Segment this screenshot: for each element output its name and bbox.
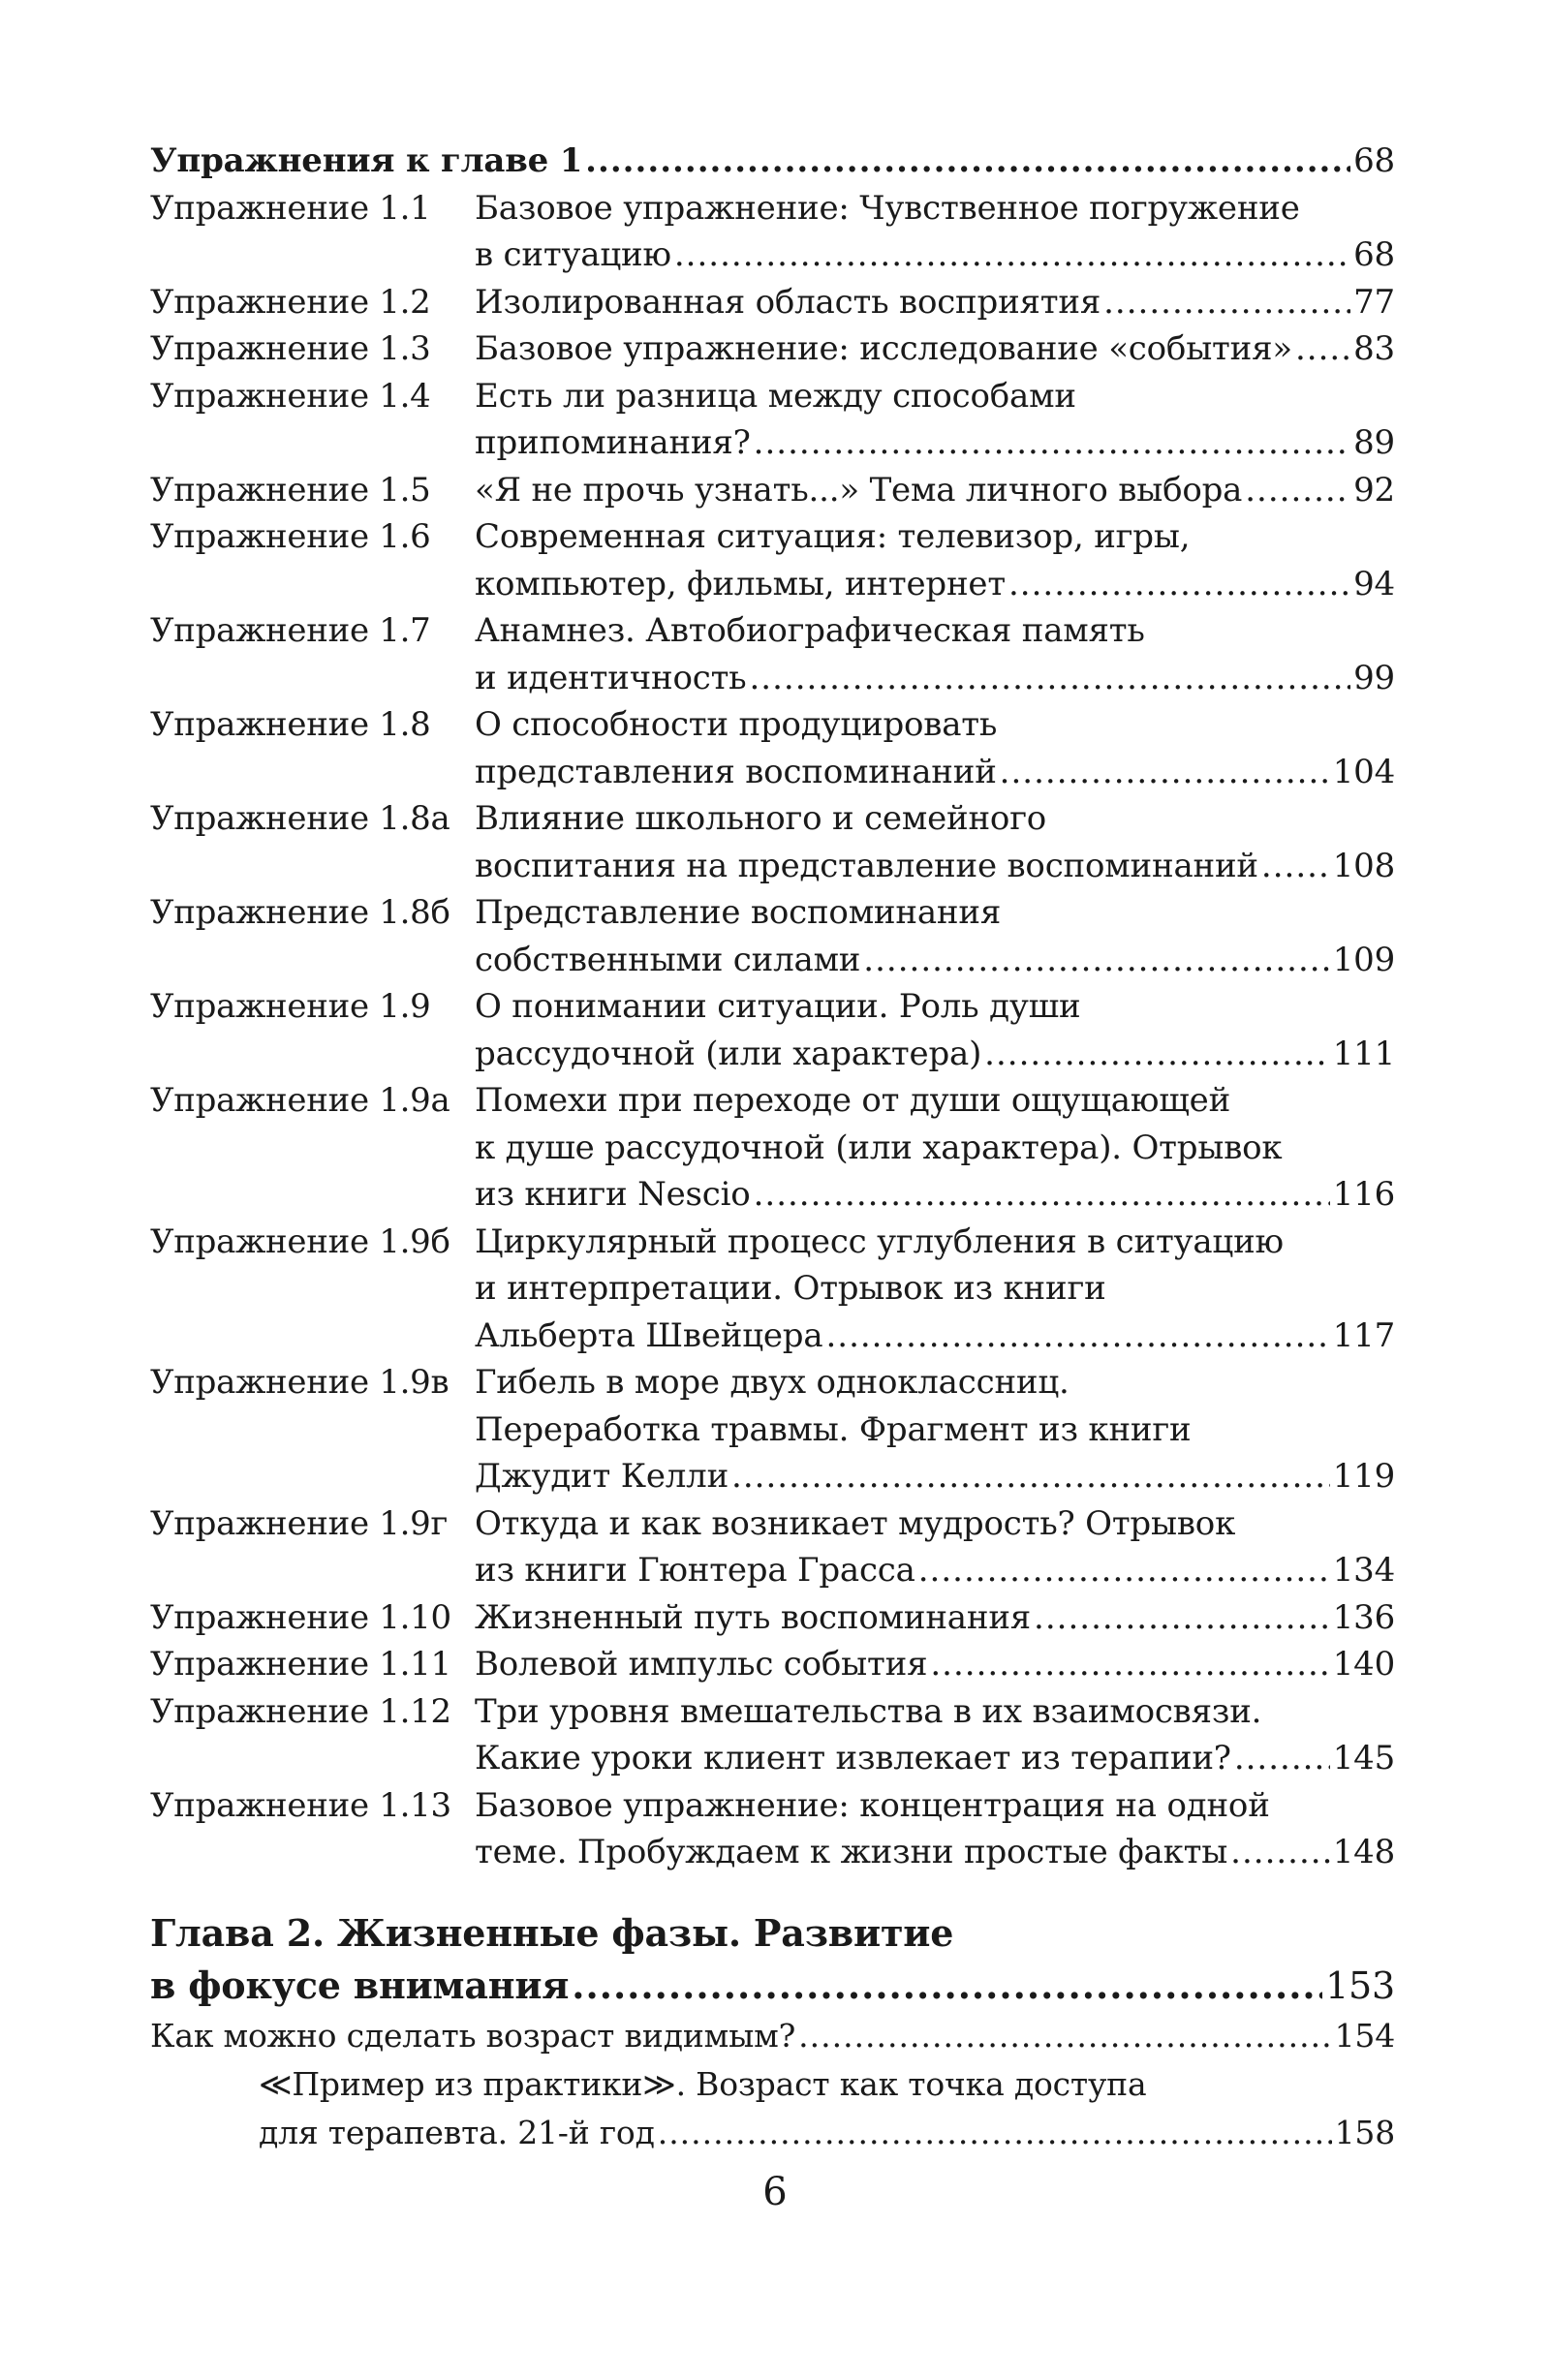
toc-page-number: 145 xyxy=(1332,1739,1395,1777)
toc-entry xyxy=(150,1594,1395,1642)
toc-page-number: 68 xyxy=(1353,141,1395,180)
toc-entry-text: Волевой импульс события xyxy=(475,1645,928,1684)
toc-entry-line xyxy=(475,1641,1395,1688)
dot-leader xyxy=(572,1960,1322,2012)
exercise-label: Упражнение 1.12 xyxy=(150,1691,451,1731)
toc-entry-body xyxy=(475,1500,1395,1594)
toc-entry-line xyxy=(150,2012,1395,2060)
toc-entry xyxy=(150,1077,1395,1219)
toc-entry-line: к душе рассудочной (или характера). Отрывок xyxy=(475,1128,1283,1167)
exercise-label: Упражнение 1.1 xyxy=(150,188,431,228)
dot-leader xyxy=(674,232,1350,279)
toc-entry-text: воспитания на представление воспоминаний xyxy=(475,846,1258,885)
dot-leader xyxy=(930,1641,1329,1688)
toc-entry-body xyxy=(259,2060,1395,2157)
exercise-list xyxy=(150,185,1395,1876)
toc-entry-line xyxy=(475,279,1395,326)
exercise-label: Упражнение 1.11 xyxy=(150,1645,451,1684)
toc-entry xyxy=(150,1359,1395,1500)
toc-entry-line: Циркулярный процесс углубления в ситуацию xyxy=(475,1221,1284,1261)
exercise-label: Упражнение 1.3 xyxy=(150,329,431,368)
toc-entry-text: теме. Пробуждаем к жизни простые факты xyxy=(475,1833,1228,1871)
toc-entry-line xyxy=(475,325,1395,373)
toc-entry xyxy=(150,185,1395,279)
toc-entry-line xyxy=(475,419,1395,467)
toc-entry-line: О понимании ситуации. Роль души xyxy=(475,987,1081,1026)
toc-entry-text: «Я не прочь узнать...» Тема личного выбора xyxy=(475,470,1243,510)
exercise-label: Упражнение 1.8 xyxy=(150,705,431,744)
dot-leader xyxy=(1295,325,1350,373)
toc-entry-body xyxy=(475,325,1395,373)
toc-entry-text: Альберта Швейцера xyxy=(475,1315,823,1355)
toc-entry-line xyxy=(475,561,1395,608)
toc-entry-line xyxy=(475,749,1395,796)
toc-entry xyxy=(150,889,1395,983)
toc-entry-body xyxy=(475,1219,1395,1360)
exercise-label: Упражнение 1.6 xyxy=(150,517,431,556)
toc-entry-line xyxy=(475,1313,1395,1360)
toc-page-number: 108 xyxy=(1332,846,1395,885)
toc-entry-line xyxy=(475,1829,1395,1876)
toc-entry-line: Глава 2. Жизненные фазы. Развитие xyxy=(150,1910,954,1955)
toc-entry-text: компьютер, фильмы, интернет xyxy=(475,564,1006,603)
toc-entry-body xyxy=(475,701,1395,795)
dot-leader xyxy=(754,419,1350,467)
toc-entry xyxy=(150,701,1395,795)
toc-page-number: 109 xyxy=(1332,940,1395,979)
toc-entry-line xyxy=(475,1594,1395,1642)
toc-entry-line xyxy=(150,138,1395,185)
toc-entry-body xyxy=(475,1641,1395,1688)
toc-entry-body xyxy=(150,2012,1395,2060)
toc-entry-body xyxy=(475,279,1395,326)
dot-leader xyxy=(863,937,1329,984)
exercise-label: Упражнение 1.9г xyxy=(150,1503,448,1543)
toc-page-number: 140 xyxy=(1332,1645,1395,1684)
toc-entry-body xyxy=(475,1359,1395,1500)
dot-leader xyxy=(750,655,1351,702)
toc-entry-line xyxy=(475,937,1395,984)
dot-leader xyxy=(1245,467,1350,514)
exercise-label: Упражнение 1.9а xyxy=(150,1081,450,1120)
toc-entry-body xyxy=(150,138,1395,185)
toc-entry xyxy=(150,607,1395,701)
toc-entry-text: рассудочной (или характера) xyxy=(475,1034,982,1073)
toc-entry-body xyxy=(475,795,1395,889)
toc-entry-text: и идентичность xyxy=(475,658,747,697)
toc-entry xyxy=(150,1641,1395,1688)
exercise-label: Упражнение 1.13 xyxy=(150,1785,451,1825)
toc-entry-line: Представление воспоминания xyxy=(475,893,1002,932)
exercise-label: Упражнение 1.9 xyxy=(150,987,431,1026)
toc-entry-body xyxy=(475,983,1395,1077)
toc-page-number: 158 xyxy=(1334,2113,1395,2151)
toc-entry-line xyxy=(475,1031,1395,1078)
section-title: Упражнения к главе 1 xyxy=(150,141,583,180)
toc-entry-body xyxy=(475,185,1395,279)
toc-entry-line xyxy=(475,467,1395,514)
toc-page-number: 148 xyxy=(1332,1833,1395,1871)
exercise-label: Упражнение 1.9в xyxy=(150,1363,450,1402)
dot-leader xyxy=(754,1171,1330,1219)
chapter-entry-list xyxy=(150,2012,1395,2157)
toc-entry-text: собственными силами xyxy=(475,940,861,979)
toc-page-number: 119 xyxy=(1332,1457,1395,1496)
toc-entry-text: Джудит Келли xyxy=(475,1457,729,1496)
table-of-contents xyxy=(150,138,1395,2157)
toc-entry-line: Откуда и как возникает мудрость? Отрывок xyxy=(475,1503,1236,1543)
toc-page-number: 68 xyxy=(1353,235,1395,274)
dot-leader xyxy=(984,1031,1330,1078)
dot-leader xyxy=(1230,1829,1330,1876)
toc-entry xyxy=(150,373,1395,467)
toc-entry-line: Помехи при переходе от души ощущающей xyxy=(475,1081,1231,1120)
toc-entry-text: для терапевта. 21-й год xyxy=(259,2113,655,2151)
toc-entry-line xyxy=(475,843,1395,890)
exercise-label: Упражнение 1.2 xyxy=(150,282,431,322)
toc-entry-line: Есть ли разница между способами xyxy=(475,376,1076,416)
toc-page-number: 153 xyxy=(1325,1963,1395,2007)
toc-entry-text: в фокусе внимания xyxy=(150,1963,570,2007)
toc-entry-body xyxy=(475,1594,1395,1642)
toc-entry-body xyxy=(475,1688,1395,1782)
toc-entry xyxy=(150,1500,1395,1594)
toc-page-number: 94 xyxy=(1353,564,1395,603)
dot-leader xyxy=(1261,843,1330,890)
dot-leader xyxy=(1034,1594,1330,1642)
toc-chapter-heading xyxy=(150,1907,1395,2012)
dot-leader xyxy=(731,1453,1330,1500)
dot-leader xyxy=(1008,561,1350,608)
toc-page-number: 116 xyxy=(1332,1175,1395,1214)
toc-entry-text: Как можно сделать возраст видимым? xyxy=(150,2016,796,2055)
toc-entry xyxy=(150,795,1395,889)
dot-leader xyxy=(1103,279,1350,326)
toc-page-number: 92 xyxy=(1353,470,1395,510)
toc-entry xyxy=(150,325,1395,373)
toc-entry-text: представления воспоминаний xyxy=(475,752,997,791)
toc-entry-body xyxy=(475,607,1395,701)
toc-entry-body xyxy=(475,467,1395,514)
toc-entry-text: Какие уроки клиент извлекает из терапии? xyxy=(475,1739,1231,1777)
toc-entry-line: Современная ситуация: телевизор, игры, xyxy=(475,517,1191,556)
toc-entry xyxy=(150,279,1395,326)
exercise-label: Упражнение 1.4 xyxy=(150,376,431,416)
toc-page-number: 111 xyxy=(1332,1034,1395,1073)
dot-leader xyxy=(1234,1735,1330,1782)
toc-page-number: 154 xyxy=(1334,2016,1395,2055)
toc-entry-line: Влияние школьного и семейного xyxy=(475,799,1047,838)
toc-entry-line: Переработка травмы. Фрагмент из книги xyxy=(475,1409,1192,1449)
exercise-label: Упражнение 1.10 xyxy=(150,1597,451,1637)
exercise-label: Упражнение 1.9б xyxy=(150,1221,450,1261)
toc-entry xyxy=(150,2060,1395,2157)
dot-leader xyxy=(658,2109,1332,2157)
toc-entry-line xyxy=(475,655,1395,702)
toc-entry-body xyxy=(475,513,1395,607)
toc-entry xyxy=(150,1782,1395,1876)
toc-entry-text: Изолированная область восприятия xyxy=(475,282,1101,322)
exercise-label: Упражнение 1.8б xyxy=(150,893,450,932)
toc-entry-line: Базовое упражнение: Чувственное погружение xyxy=(475,188,1300,228)
toc-entry-body xyxy=(475,1782,1395,1876)
toc-entry-line: Гибель в море двух одноклассниц. xyxy=(475,1363,1070,1402)
dot-leader xyxy=(825,1313,1329,1360)
exercise-label: Упражнение 1.7 xyxy=(150,611,431,650)
toc-entry xyxy=(150,1688,1395,1782)
toc-page-number: 134 xyxy=(1332,1551,1395,1590)
page-number: 6 xyxy=(762,2170,788,2214)
toc-page-number: 136 xyxy=(1332,1597,1395,1637)
toc-entry xyxy=(150,1219,1395,1360)
toc-page-number: 83 xyxy=(1353,329,1395,368)
toc-entry-line: и интерпретации. Отрывок из книги xyxy=(475,1269,1106,1308)
toc-entry-line: О способности продуцировать xyxy=(475,705,998,744)
toc-entry-line: Анамнез. Автобиографическая память xyxy=(475,611,1145,650)
toc-entry-line xyxy=(475,1547,1395,1594)
toc-entry-body xyxy=(475,373,1395,467)
dot-leader xyxy=(1000,749,1330,796)
toc-entry-line xyxy=(259,2109,1395,2157)
toc-entry-text: из книги Nescio xyxy=(475,1175,751,1214)
toc-entry xyxy=(150,513,1395,607)
toc-entry-line xyxy=(475,1453,1395,1500)
toc-entry-text: Жизненный путь воспоминания xyxy=(475,1597,1032,1637)
toc-page-number: 77 xyxy=(1353,282,1395,322)
toc-entry-body xyxy=(150,1907,1395,2012)
toc-entry-text: из книги Гюнтера Грасса xyxy=(475,1551,915,1590)
toc-page-number: 117 xyxy=(1332,1315,1395,1355)
toc-section-heading xyxy=(150,138,1395,185)
toc-page-number: 89 xyxy=(1353,423,1395,462)
toc-entry xyxy=(150,2012,1395,2060)
toc-entry-text: в ситуацию xyxy=(475,235,671,274)
toc-entry-line xyxy=(475,1171,1395,1219)
toc-entry-line: ≪Пример из практики≫. Возраст как точка доступа xyxy=(259,2064,1147,2103)
toc-entry-line: Базовое упражнение: концентрация на одной xyxy=(475,1785,1270,1825)
dot-leader xyxy=(798,2012,1332,2060)
toc-entry xyxy=(150,983,1395,1077)
toc-entry-text: Базовое упражнение: исследование «события» xyxy=(475,329,1292,368)
toc-entry-line xyxy=(475,232,1395,279)
toc-entry-line xyxy=(150,1960,1395,2012)
toc-entry-line: Три уровня вмешательства в их взаимосвязи. xyxy=(475,1691,1262,1731)
toc-entry-body xyxy=(475,889,1395,983)
toc-entry-text: припоминания? xyxy=(475,423,751,462)
exercise-label: Упражнение 1.8а xyxy=(150,799,450,838)
toc-entry xyxy=(150,467,1395,514)
toc-entry-line xyxy=(475,1735,1395,1782)
exercise-label: Упражнение 1.5 xyxy=(150,470,431,510)
toc-page-number: 99 xyxy=(1353,658,1395,697)
dot-leader xyxy=(585,138,1350,185)
dot-leader xyxy=(918,1547,1330,1594)
toc-entry-body xyxy=(475,1077,1395,1219)
toc-page-number: 104 xyxy=(1332,752,1395,791)
